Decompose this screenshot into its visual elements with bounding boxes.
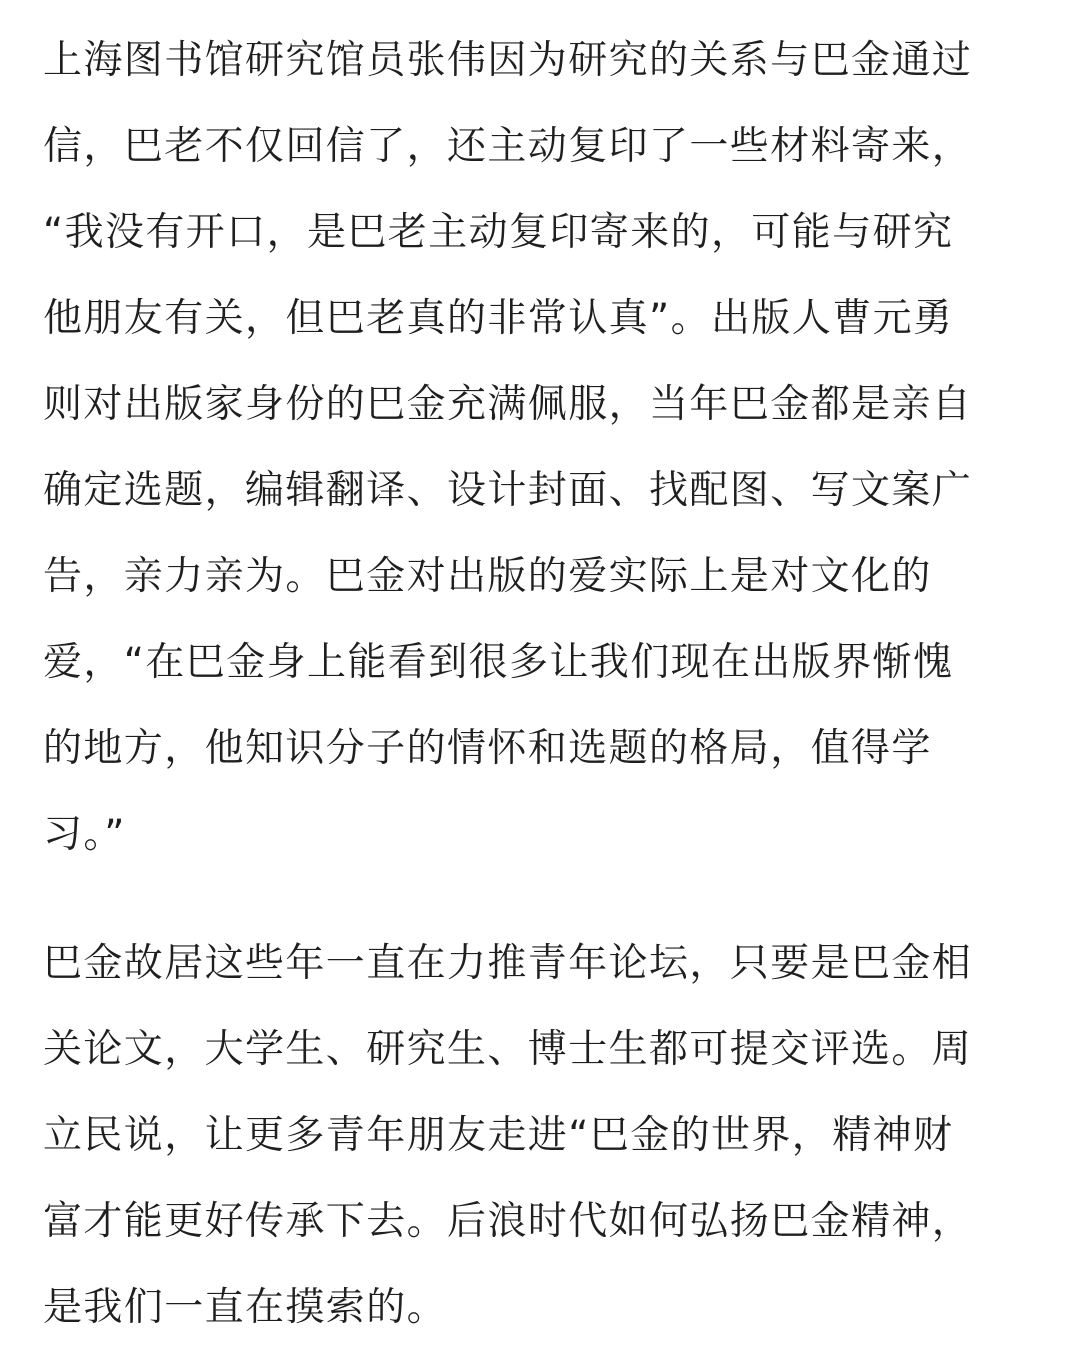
text-line: 关论文，大学生、研究生、博士生都可提交评选。周: [43, 1027, 973, 1072]
text-line: 爱，“在巴金身上能看到很多让我们现在出版界惭愧: [43, 640, 954, 685]
text-line: 确定选题，编辑翻译、设计封面、找配图、写文案广: [43, 468, 973, 513]
text-line: 他朋友有关，但巴老真的非常认真”。出版人曹元勇: [43, 296, 954, 341]
article-body: [43, 18, 1039, 1351]
text-line: 富才能更好传承下去。后浪时代如何弘扬巴金精神，: [43, 1199, 973, 1244]
text-line: 巴金故居这些年一直在力推青年论坛，只要是巴金相: [43, 941, 973, 986]
text-line: 习。”: [43, 812, 126, 857]
text-line: 则对出版家身份的巴金充满佩服，当年巴金都是亲自: [43, 382, 973, 427]
text-line: 信，巴老不仅回信了，还主动复印了一些材料寄来，: [43, 124, 973, 169]
text-line: 是我们一直在摸索的。: [43, 1285, 448, 1330]
paragraph-1: [43, 18, 1039, 878]
text-line: 的地方，他知识分子的情怀和选题的格局，值得学: [43, 726, 932, 771]
text-line: 立民说，让更多青年朋友走进“巴金的世界，精神财: [43, 1113, 954, 1158]
text-line: “我没有开口，是巴老主动复印寄来的，可能与研究: [43, 210, 954, 255]
text-line: 告，亲力亲为。巴金对出版的爱实际上是对文化的: [43, 554, 932, 599]
text-line: 上海图书馆研究馆员张伟因为研究的关系与巴金通过: [43, 38, 973, 83]
paragraph-2: [43, 921, 1039, 1351]
